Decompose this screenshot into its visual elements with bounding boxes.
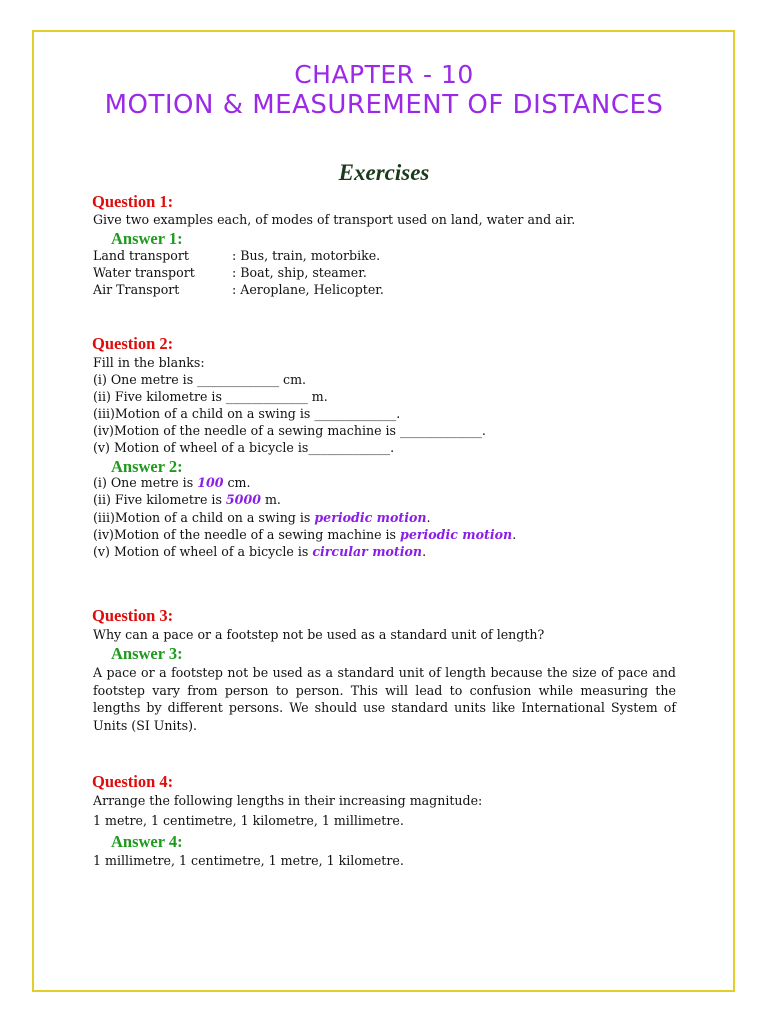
- question-2-label: Question 2:: [92, 334, 174, 353]
- transport-mode: Land transport: [93, 248, 189, 263]
- answer-value: 100: [197, 475, 224, 490]
- answer-1-label: Answer 1:: [111, 229, 183, 248]
- transport-examples: : Aeroplane, Helicopter.: [232, 282, 384, 297]
- question-1-label: Question 1:: [92, 192, 174, 211]
- answer-text: (iii)Motion of a child on a swing is: [93, 510, 315, 525]
- answer-2-item: [93, 527, 516, 542]
- blank-item: (ii) Five kilometre is _____________ m.: [93, 389, 328, 404]
- blank-item: (iv)Motion of the needle of a sewing machine is _____________.: [93, 423, 486, 438]
- answer-text: m.: [260, 492, 281, 507]
- answer-4-label: Answer 4:: [111, 832, 183, 851]
- answer-2-item: [93, 475, 251, 490]
- answer-text: .: [422, 544, 427, 559]
- transport-mode: Air Transport: [93, 282, 180, 297]
- answer-text: (i) One metre is: [93, 475, 198, 490]
- answer-value: periodic motion: [314, 510, 427, 525]
- transport-mode: Water transport: [93, 265, 195, 280]
- question-3-label: Question 3:: [92, 606, 174, 625]
- answer-text: (iv)Motion of the needle of a sewing machine is: [93, 527, 401, 542]
- answer-text: cm.: [223, 475, 251, 490]
- answer-text: .: [426, 510, 431, 525]
- answer-text: (ii) Five kilometre is: [93, 492, 226, 507]
- answer-3-label: Answer 3:: [111, 644, 183, 663]
- chapter-number: CHAPTER - 10: [294, 60, 474, 89]
- answer-2-item: [93, 492, 281, 507]
- blank-item: (i) One metre is _____________ cm.: [93, 372, 307, 387]
- answer-3-text: A pace or a footstep not be used as a standard unit of length because the size of pace and footstep vary from person to person. This will lead to confusion while measuring the lengths by different persons. We should use standard units like International System of Units (SI Units).: [93, 665, 676, 733]
- answer-4-text: 1 millimetre, 1 centimetre, 1 metre, 1 kilometre.: [93, 853, 404, 868]
- blank-item: (v) Motion of wheel of a bicycle is_____________.: [93, 440, 395, 455]
- chapter-title: MOTION & MEASUREMENT OF DISTANCES: [104, 90, 664, 120]
- transport-examples: : Boat, ship, steamer.: [232, 265, 367, 280]
- answer-2-item: [93, 544, 426, 559]
- blank-item: (iii)Motion of a child on a swing is _____________.: [93, 406, 401, 421]
- answer-text: .: [512, 527, 517, 542]
- answer-value: periodic motion: [400, 527, 513, 542]
- question-4-label: Question 4:: [92, 772, 174, 791]
- question-2-intro: Fill in the blanks:: [93, 355, 205, 370]
- answer-2-label: Answer 2:: [111, 457, 183, 476]
- answer-value: circular motion: [312, 544, 423, 559]
- question-1-text: Give two examples each, of modes of transport used on land, water and air.: [93, 212, 576, 227]
- answer-text: (v) Motion of wheel of a bicycle is: [93, 544, 313, 559]
- answer-value: 5000: [225, 492, 261, 507]
- transport-examples: : Bus, train, motorbike.: [232, 248, 381, 263]
- question-4-items: 1 metre, 1 centimetre, 1 kilometre, 1 millimetre.: [93, 813, 404, 828]
- question-4-text: Arrange the following lengths in their increasing magnitude:: [93, 793, 483, 808]
- exercises-heading: Exercises: [338, 160, 430, 185]
- question-3-text: Why can a pace or a footstep not be used as a standard unit of length?: [93, 627, 545, 642]
- answer-2-item: [93, 510, 431, 525]
